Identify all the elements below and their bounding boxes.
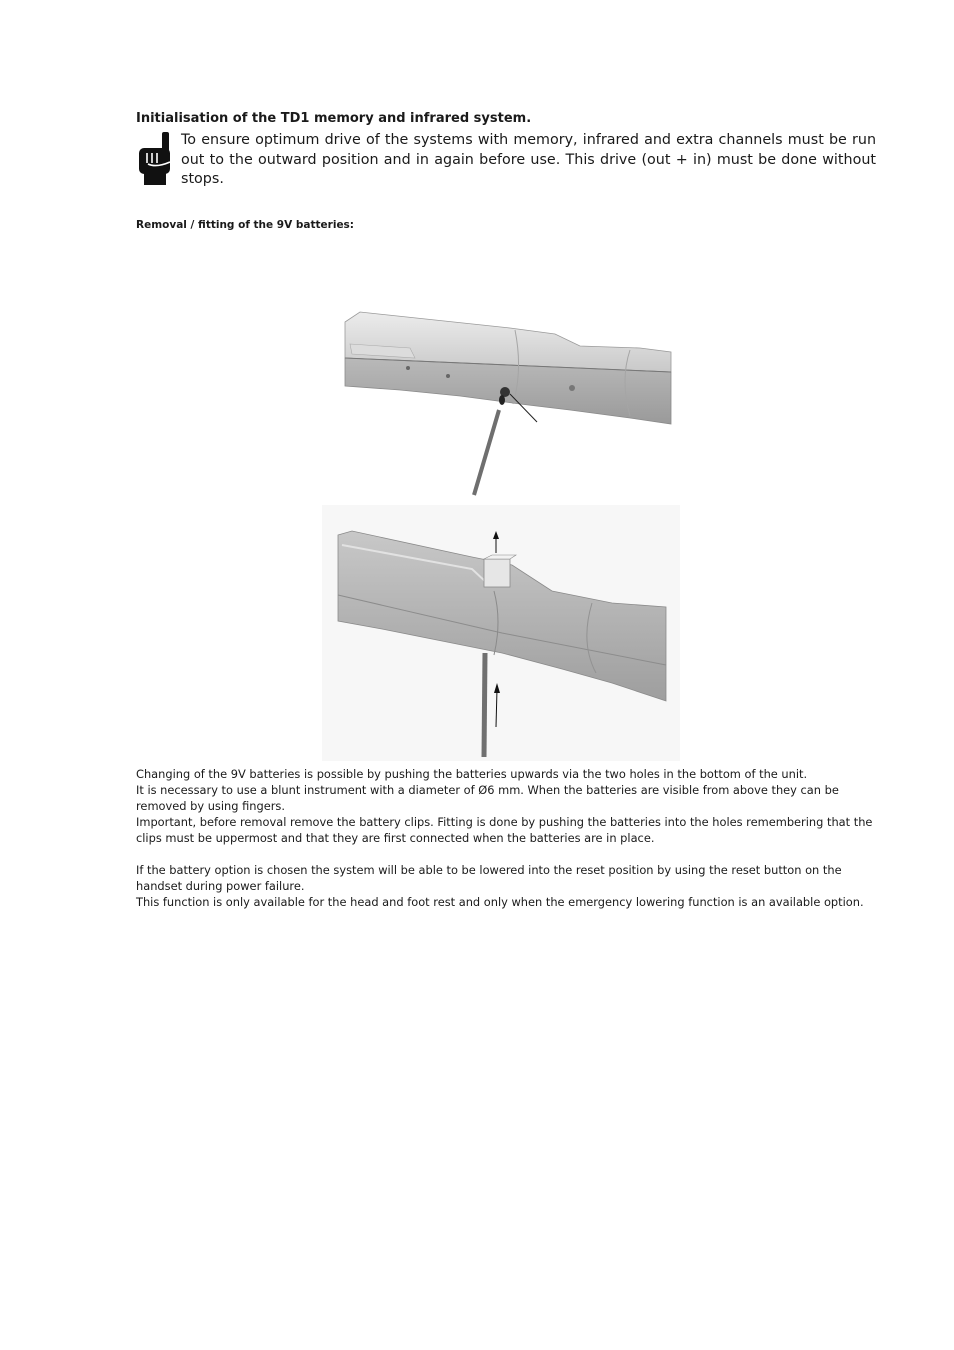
paragraph: Changing of the 9V batteries is possible by pushing the batteries upwards via the two holes in the bottom of the unit. <box>136 767 808 781</box>
paragraph: If the battery option is chosen the system will be able to be lowered into the reset position by using the reset button on the handset during power failure. <box>136 863 842 893</box>
actuator-bottom-view-illustration <box>340 300 674 500</box>
paragraph: It is necessary to use a blunt instrument with a diameter of Ø6 mm. When the batteries are visible from above they can be removed by using fingers. <box>136 783 839 813</box>
battery-instructions <box>136 766 881 910</box>
notice-block <box>136 131 877 191</box>
section-heading: Initialisation of the TD1 memory and infrared system. <box>136 111 532 126</box>
paragraph: Important, before removal remove the battery clips. Fitting is done by pushing the batteries into the holes remembering that the clips must be uppermost and that they are first connected when the batteries are in place. <box>136 815 873 845</box>
pointing-hand-icon <box>136 131 176 187</box>
notice-text: To ensure optimum drive of the systems with memory, infrared and extra channels must be run out to the outward position and in again before use. This drive (out + in) must be done without stops. <box>181 132 876 187</box>
paragraph-spacer <box>136 846 881 862</box>
subsection-heading: Removal / fitting of the 9V batteries: <box>136 219 355 231</box>
actuator-battery-removal-illustration <box>322 505 680 761</box>
paragraph: This function is only available for the head and foot rest and only when the emergency lowering function is an available option. <box>136 895 864 909</box>
